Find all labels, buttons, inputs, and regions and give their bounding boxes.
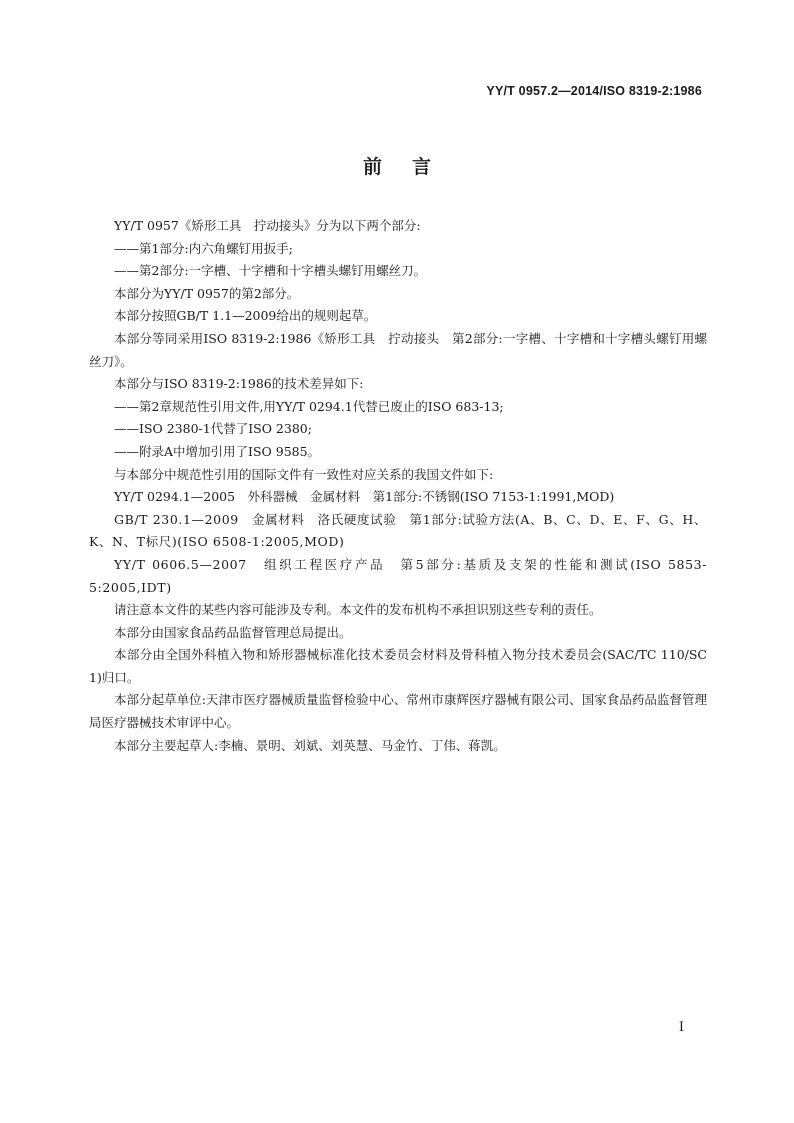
paragraph-drafting-rules: 本部分按照GB/T 1.1—2009给出的规则起草。 xyxy=(114,308,377,324)
page-title: 前言 xyxy=(362,156,461,178)
paragraph-proposed-by: 本部分由国家食品药品监督管理总局提出。 xyxy=(114,624,352,640)
paragraph-intro: YY/T 0957《矫形工具 拧动接头》分为以下两个部分: xyxy=(114,218,421,233)
paragraph-this-part: 本部分为YY/T 0957的第2部分。 xyxy=(114,285,300,301)
paragraph-part-1: ——第1部分:内六角螺钉用扳手; xyxy=(114,240,293,256)
standard-code-header: YY/T 0957.2—2014/ISO 8319-2:1986 xyxy=(486,84,702,98)
page-number: I xyxy=(678,1020,684,1035)
paragraph-drafting-organizations: 本部分起草单位:天津市医疗器械质量监督检验中心、常州市康辉医疗器械有限公司、国家食品药品监督管理局医疗器械技术审评中心。 xyxy=(89,692,707,731)
paragraph-difference-2: ——ISO 2380-1代替了ISO 2380; xyxy=(114,421,312,437)
paragraph-part-2: ——第2部分:一字槽、十字槽和十字槽头螺钉用螺丝刀。 xyxy=(114,263,427,279)
foreword-content xyxy=(89,215,707,757)
paragraph-drafters: 本部分主要起草人:李楠、景明、刘斌、刘英慧、马金竹、丁伟、蒋凯。 xyxy=(114,737,506,753)
paragraph-reference-yy-0294: YY/T 0294.1—2005 外科器械 金属材料 第1部分:不锈钢(ISO 7153-1:1991,MOD) xyxy=(114,489,615,505)
paragraph-corresponding-documents: 与本部分中规范性引用的国际文件有一致性对应关系的我国文件如下: xyxy=(114,466,494,482)
paragraph-difference-3: ——附录A中增加引用了ISO 9585。 xyxy=(114,443,321,459)
paragraph-difference-1: ——第2章规范性引用文件,用YY/T 0294.1代替已废止的ISO 683-13; xyxy=(114,398,504,414)
paragraph-technical-differences: 本部分与ISO 8319-2:1986的技术差异如下: xyxy=(114,376,364,392)
paragraph-reference-yy-0606: YY/T 0606.5—2007 组织工程医疗产品 第5部分:基质及支架的性能和测试(ISO 5853-5:2005,IDT) xyxy=(89,556,707,595)
paragraph-reference-gb-230: GB/T 230.1—2009 金属材料 洛氏硬度试验 第1部分:试验方法(A、B、C、D、E、F、G、H、K、N、T标尺)(ISO 6508-1:2005,MOD) xyxy=(89,511,707,550)
paragraph-iso-adoption: 本部分等同采用ISO 8319-2:1986《矫形工具 拧动接头 第2部分:一字槽、十字槽和十字槽头螺钉用螺丝刀》。 xyxy=(89,330,707,369)
paragraph-patent-notice: 请注意本文件的某些内容可能涉及专利。本文件的发布机构不承担识别这些专利的责任。 xyxy=(114,602,602,618)
paragraph-technical-committee: 本部分由全国外科植入物和矫形器械标准化技术委员会材料及骨科植入物分技术委员会(SAC/TC 110/SC 1)归口。 xyxy=(89,647,707,685)
